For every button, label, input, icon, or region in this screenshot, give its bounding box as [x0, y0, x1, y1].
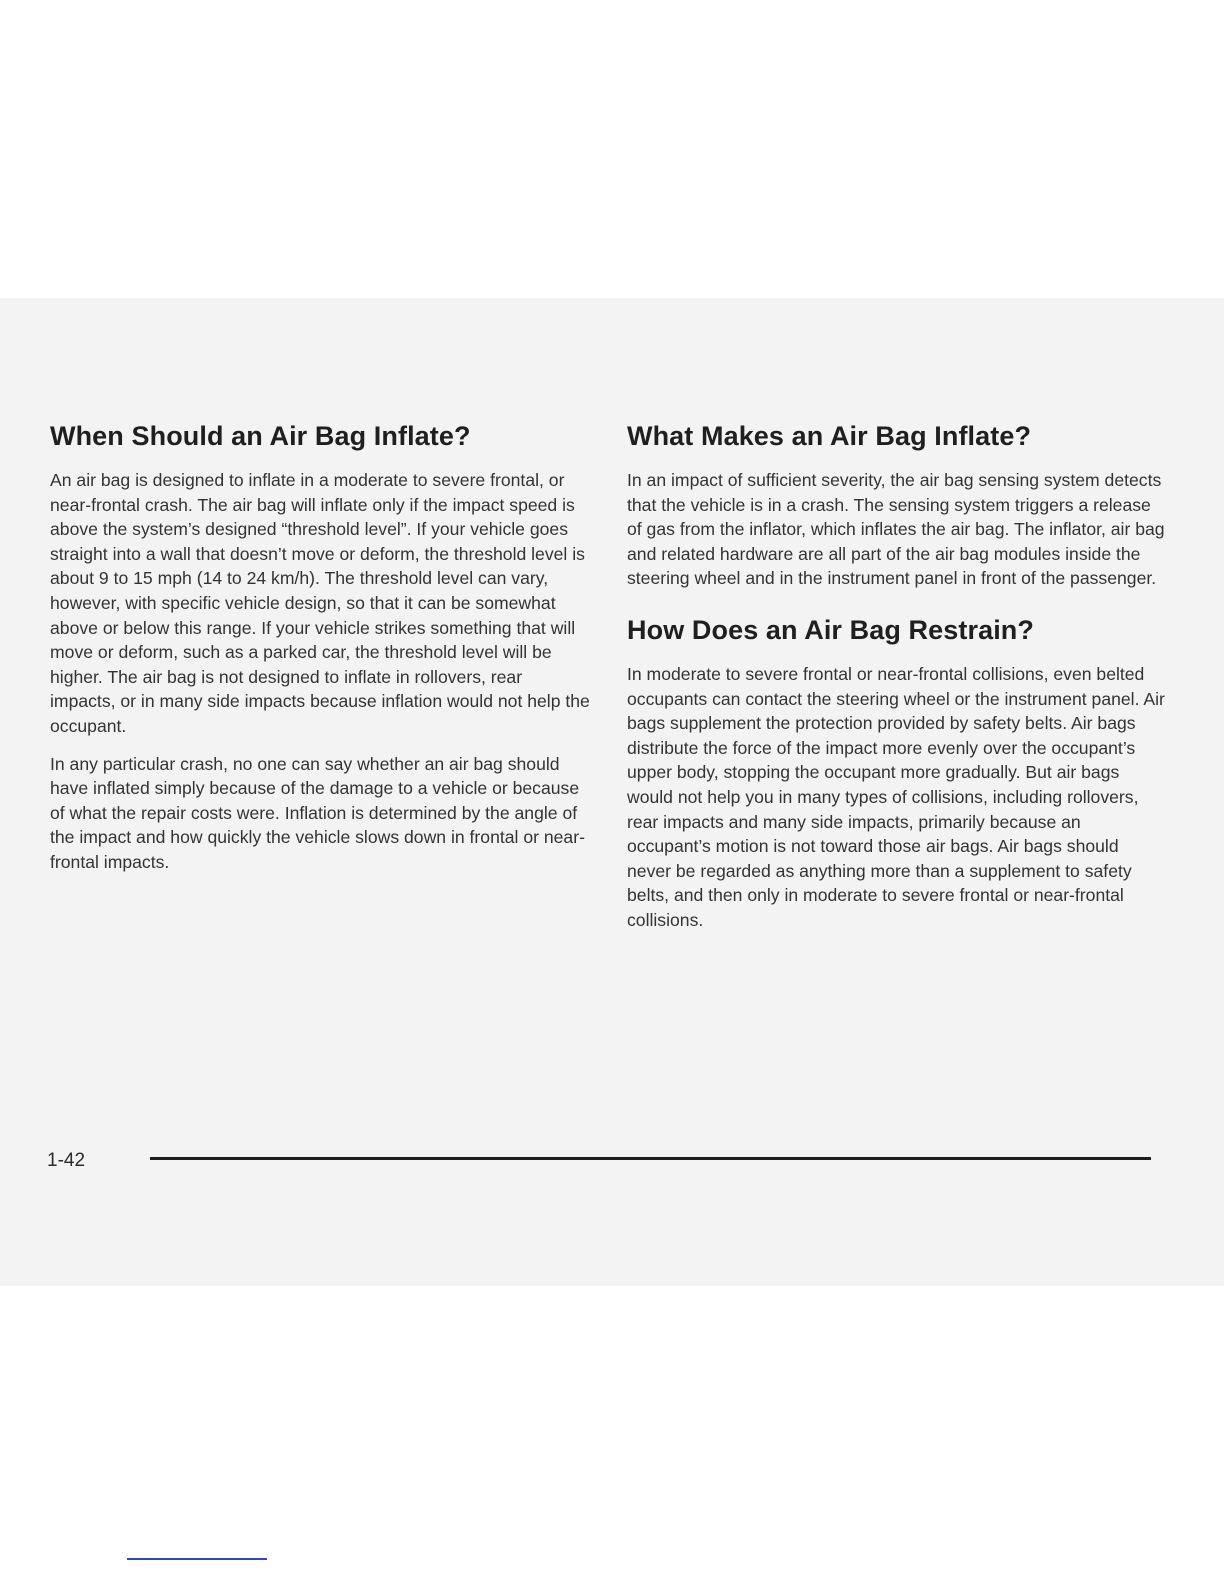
link-underline[interactable]	[127, 1558, 267, 1560]
section-heading-when-inflate: When Should an Air Bag Inflate?	[50, 421, 471, 451]
left-column	[50, 420, 590, 888]
section-heading-how-restrain: How Does an Air Bag Restrain?	[627, 614, 1034, 645]
right-column	[627, 420, 1167, 946]
paragraph-inflation-threshold: An air bag is designed to inflate in a moderate to severe frontal, or near-frontal crash. The air bag will inflate only if the impact speed is above the system’s designed “threshold level”. If your vehicle goes straight into a wall that doesn’t move or deform, the threshold level is about 9 to 15 mph (14 to 24 km/h). The threshold level can vary, however, with specific vehicle design, so that it can be somewhat above or below this range. If your vehicle strikes something that will move or deform, such as a parked car, the threshold level will be higher. The air bag is not designed to inflate in rollovers, rear impacts, or in many side impacts because inflation would not help the occupant.	[50, 470, 590, 736]
footer-divider	[150, 1157, 1151, 1160]
paragraph-sensing-system: In an impact of sufficient severity, the air bag sensing system detects that the vehicle is in a crash. The sensing system triggers a release of gas from the inflator, which inflates the air bag. The inflator, air bag and related hardware are all part of the air bag modules inside the steering wheel and in the instrument panel in front of the passenger.	[627, 470, 1165, 589]
paragraph-restraint: In moderate to severe frontal or near-frontal collisions, even belted occupants can contact the steering wheel or the instrument panel. Air bags supplement the protection provided by safety belts. Air bags distribute the force of the impact more evenly over the occupant’s upper body, stopping the occupant more gradually. But air bags would not help you in many types of collisions, including rollovers, rear impacts and many side impacts, primarily because an occupant’s motion is not toward those air bags. Air bags should never be regarded as anything more than a supplement to safety belts, and then only in moderate to severe frontal or near-frontal collisions.	[627, 663, 1165, 930]
section-heading-what-makes-inflate: What Makes an Air Bag Inflate?	[627, 421, 1032, 451]
paragraph-inflation-determination: In any particular crash, no one can say whether an air bag should have inflated simply because of the damage to a vehicle or because of what the repair costs were. Inflation is determined by the angle of the impact and how quickly the vehicle slows down in frontal or near-frontal impacts.	[50, 753, 585, 872]
page-number: 1-42	[47, 1150, 86, 1171]
